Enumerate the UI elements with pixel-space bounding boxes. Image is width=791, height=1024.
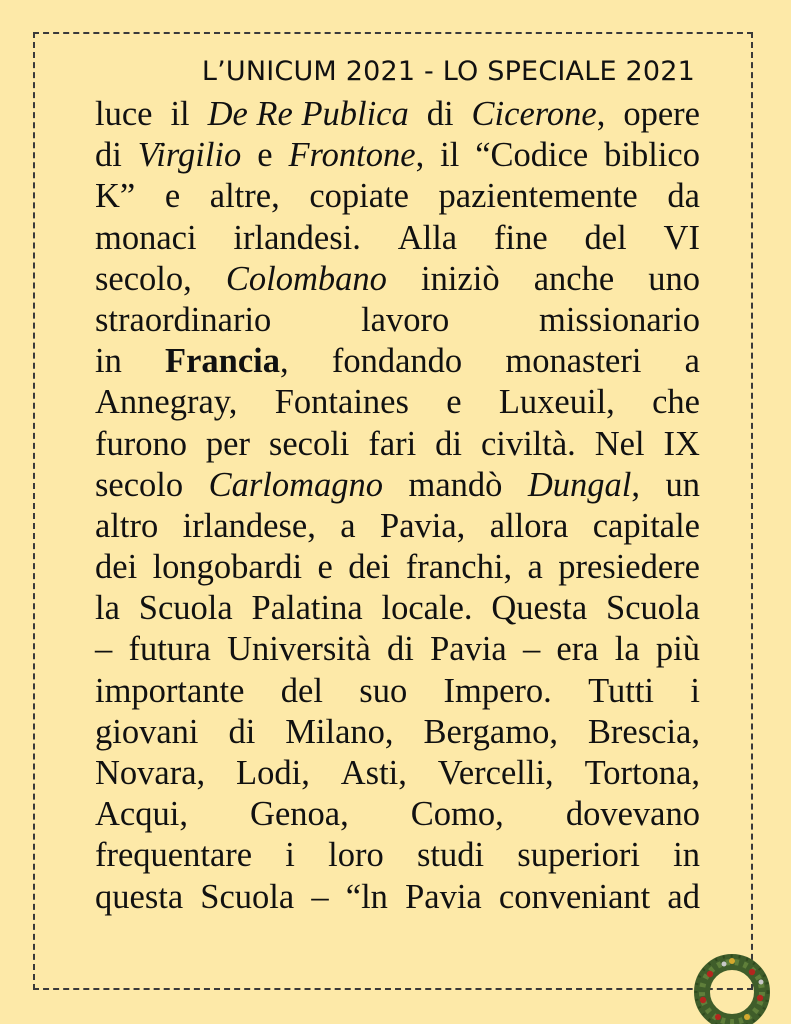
word [444, 671, 552, 712]
word [95, 382, 237, 423]
word [387, 629, 414, 670]
word-text: i [285, 836, 295, 875]
word [534, 259, 614, 300]
word-text: Questa [491, 589, 588, 628]
word [183, 506, 316, 547]
word-text: superiori [517, 836, 640, 875]
italic-word: Carlomagno [208, 465, 384, 504]
word [332, 341, 462, 382]
word-text: Novara, [95, 754, 206, 792]
word [595, 424, 645, 465]
word-text: Brescia, [587, 712, 700, 751]
word-text: il [170, 95, 190, 133]
word [491, 588, 587, 629]
word [95, 135, 122, 176]
word [588, 712, 700, 753]
word [95, 629, 112, 670]
word-text: i [690, 671, 700, 710]
word-text: Como, [410, 795, 504, 834]
word [615, 629, 640, 670]
word-text: che [652, 383, 700, 422]
word [95, 753, 205, 794]
word [95, 588, 120, 629]
word [210, 176, 280, 217]
word-text: Pavia, [380, 506, 466, 545]
word-text: era [556, 630, 599, 669]
word [438, 753, 554, 794]
word [139, 588, 233, 629]
word [593, 506, 700, 547]
word-text: missionario [538, 300, 700, 339]
word-text: fine [494, 218, 548, 257]
word [604, 135, 700, 176]
word [667, 176, 700, 217]
text-line [95, 877, 700, 918]
word [566, 794, 700, 835]
word-text: Milano, [285, 712, 394, 751]
word [95, 341, 122, 382]
word [499, 382, 615, 423]
word-text: Impero. [443, 671, 552, 710]
word-text: Acqui, [95, 795, 188, 834]
word [585, 218, 627, 259]
punctuation: , [415, 136, 425, 175]
word [664, 424, 700, 465]
word-text: studi [416, 836, 485, 875]
italic-word: Cicerone [471, 95, 597, 133]
word [95, 176, 135, 217]
word-text: VI [663, 218, 700, 257]
word-text: un [665, 465, 700, 504]
word [226, 259, 387, 300]
word [95, 218, 197, 259]
word-text: civiltà. [480, 424, 576, 463]
word-text: allora [489, 506, 569, 545]
word-text: la [95, 589, 120, 628]
word-text: straordinario [95, 300, 272, 339]
word-text: Bergamo, [423, 712, 558, 751]
word [475, 135, 588, 176]
word [317, 547, 332, 588]
word [539, 300, 700, 341]
word [269, 424, 349, 465]
word-text: e [446, 383, 462, 422]
word-text: Università [227, 630, 371, 669]
word [170, 94, 189, 135]
word [361, 300, 449, 341]
word [250, 794, 349, 835]
word [95, 547, 137, 588]
word-text: Scuola [200, 877, 295, 916]
word [430, 629, 507, 670]
word [95, 94, 152, 135]
word [585, 753, 700, 794]
text-line [95, 300, 700, 341]
word [606, 588, 700, 629]
text-line [95, 176, 700, 217]
word [165, 341, 289, 382]
word-text: IX [663, 424, 700, 463]
word [667, 877, 700, 918]
word-text: Vercelli, [437, 754, 554, 792]
word-text: importante [95, 671, 245, 710]
word-text: – [95, 630, 113, 669]
word [382, 588, 473, 629]
text-line [95, 424, 700, 465]
word-text: a [527, 548, 543, 587]
word [656, 629, 700, 670]
italic-word: Dungal [527, 465, 632, 504]
word-text: pazientemente [438, 177, 638, 216]
word-text: Tutti [588, 671, 655, 710]
word-text: anche [533, 259, 615, 298]
word [236, 753, 310, 794]
word [95, 259, 192, 300]
word [673, 835, 700, 876]
word [423, 712, 557, 753]
word [652, 382, 700, 423]
word [95, 424, 187, 465]
word-text: monaci [95, 218, 197, 257]
word-text: Annegray, [95, 383, 238, 422]
word-text: irlandese, [182, 506, 316, 545]
punctuation: , [280, 342, 289, 381]
word [685, 341, 700, 382]
word [472, 94, 606, 135]
word [494, 218, 548, 259]
word-text: il [440, 136, 460, 175]
word [421, 259, 500, 300]
word-text: futura [128, 630, 211, 669]
word-text: Alla [397, 218, 458, 257]
word [398, 218, 457, 259]
word-text: opere [623, 95, 700, 133]
word-text: monasteri [505, 342, 642, 381]
word-text: franchi, [405, 548, 513, 587]
word-text: secoli [268, 424, 350, 463]
word-text: furono [95, 424, 187, 463]
text-line [95, 506, 700, 547]
word-text: Asti, [340, 754, 407, 792]
word-text: mandò [408, 465, 503, 504]
text-line [95, 341, 700, 382]
word [481, 424, 576, 465]
word [228, 712, 255, 753]
word-text: Palatina [251, 589, 363, 628]
word [95, 877, 183, 918]
word-text: di [387, 630, 414, 669]
word-text: di [426, 95, 454, 133]
word-text: – [522, 630, 541, 669]
text-line [95, 835, 700, 876]
word-text: dei [348, 548, 391, 587]
word-text: in [95, 342, 122, 381]
word-text: Fontaines [274, 383, 409, 422]
word-text: di [95, 136, 122, 175]
word [406, 547, 512, 588]
word-text: locale. [381, 589, 473, 628]
word [427, 94, 454, 135]
word-text: per [205, 424, 250, 463]
word-text: capitale [592, 506, 700, 545]
word [200, 877, 294, 918]
text-line [95, 218, 700, 259]
text-line [95, 382, 700, 423]
word [252, 588, 363, 629]
word [556, 629, 598, 670]
word-text: presiedere [558, 548, 700, 587]
word [285, 712, 393, 753]
italic-word: Frontone [288, 136, 416, 175]
word [409, 465, 503, 506]
word [558, 547, 700, 588]
word [405, 877, 482, 918]
word [95, 671, 244, 712]
punctuation: , [596, 95, 606, 133]
text-line [95, 588, 700, 629]
word-text: e [317, 548, 333, 587]
word [95, 835, 252, 876]
word [439, 176, 638, 217]
word-text: “ln [345, 877, 388, 916]
word-text: Genoa, [250, 795, 349, 834]
word-text: longobardi [152, 548, 303, 587]
text-line [95, 671, 700, 712]
word [588, 671, 654, 712]
word-text: a [340, 506, 356, 545]
word [505, 341, 641, 382]
word-text: secolo, [95, 259, 192, 298]
text-line [95, 629, 700, 670]
word [664, 218, 700, 259]
word-text: K” [95, 177, 136, 216]
word-text: Scuola [138, 589, 233, 628]
word-text: lavoro [361, 300, 450, 339]
word-text: da [667, 177, 700, 216]
word [446, 382, 461, 423]
word [440, 135, 459, 176]
word-text: Scuola [606, 589, 700, 628]
word [233, 218, 360, 259]
word-text: “Codice [475, 136, 589, 175]
word-text: Tortona, [584, 754, 700, 792]
word [165, 176, 180, 217]
word [435, 424, 462, 465]
word [128, 629, 210, 670]
word-text: Luxeuil, [498, 383, 615, 422]
word-text: questa [95, 877, 184, 916]
word [411, 794, 504, 835]
word [517, 835, 640, 876]
word-text: frequentare [95, 836, 253, 875]
word [340, 506, 355, 547]
italic-word: Colombano [225, 259, 387, 298]
word [690, 671, 700, 712]
word [281, 671, 323, 712]
text-line [95, 547, 700, 588]
word [527, 547, 542, 588]
text-line [95, 794, 700, 835]
word [95, 712, 198, 753]
word [153, 547, 302, 588]
text-line [95, 712, 700, 753]
word [95, 465, 183, 506]
word [348, 547, 390, 588]
text-line [95, 259, 700, 300]
word-text: Lodi, [236, 754, 310, 792]
article-body [95, 94, 700, 918]
word [288, 135, 424, 176]
word-text: Pavia [430, 630, 507, 669]
word-text: e [164, 177, 181, 216]
word-text: dei [95, 548, 138, 587]
punctuation: , [631, 465, 641, 504]
word-text: più [655, 630, 700, 669]
word [528, 465, 640, 506]
word [95, 506, 158, 547]
word [359, 671, 407, 712]
word-text: del [280, 671, 323, 710]
word [95, 300, 271, 341]
word-text: irlandesi. [233, 218, 361, 257]
word-text: iniziò [421, 259, 500, 298]
word-text: luce [95, 95, 153, 133]
word-text: giovani [95, 712, 199, 751]
word-text: suo [359, 671, 408, 710]
word [275, 382, 409, 423]
word [665, 465, 700, 506]
word [208, 94, 409, 135]
word [623, 94, 700, 135]
word [328, 835, 384, 876]
word-text: la [614, 630, 640, 669]
word [309, 176, 409, 217]
word-text: del [584, 218, 627, 257]
word-text: fondando [331, 342, 463, 381]
page-header-title: L’UNICUM 2021 - LO SPECIALE 2021 [201, 56, 695, 87]
text-line [95, 135, 700, 176]
word-text: loro [328, 836, 384, 875]
word [341, 753, 407, 794]
word-text: di [435, 424, 463, 463]
word [257, 135, 272, 176]
word [138, 135, 242, 176]
italic-word: Virgilio [137, 136, 242, 175]
word [523, 629, 540, 670]
word-text: biblico [604, 136, 700, 175]
word [206, 424, 250, 465]
word-text: secolo [95, 465, 184, 504]
word-text: dovevano [565, 795, 700, 834]
word-text: di [228, 712, 256, 751]
word-text: conveniant [498, 877, 651, 916]
word-text: uno [648, 259, 700, 298]
word-text: ad [667, 877, 700, 916]
word-text: copiate [309, 177, 409, 216]
word [380, 506, 465, 547]
italic-word: De Re Publica [207, 95, 409, 133]
word-text: Pavia [405, 877, 482, 916]
text-line [95, 94, 700, 135]
word-text: e [257, 136, 273, 175]
text-line [95, 465, 700, 506]
word-text: Nel [594, 424, 645, 463]
word [648, 259, 700, 300]
word [227, 629, 371, 670]
word [490, 506, 569, 547]
word-text: in [673, 836, 700, 875]
word [311, 877, 328, 918]
word-text: a [684, 342, 700, 381]
word [499, 877, 650, 918]
christmas-wreath-icon [686, 950, 778, 1024]
word [346, 877, 388, 918]
bold-word: Francia [165, 342, 281, 381]
word [95, 794, 188, 835]
word-text: altre, [209, 177, 280, 216]
word-text: – [311, 877, 329, 916]
word [285, 835, 295, 876]
word [368, 424, 416, 465]
word-text: altro [95, 506, 159, 545]
word [417, 835, 484, 876]
word [209, 465, 383, 506]
word-text: fari [368, 424, 417, 463]
text-line [95, 753, 700, 794]
